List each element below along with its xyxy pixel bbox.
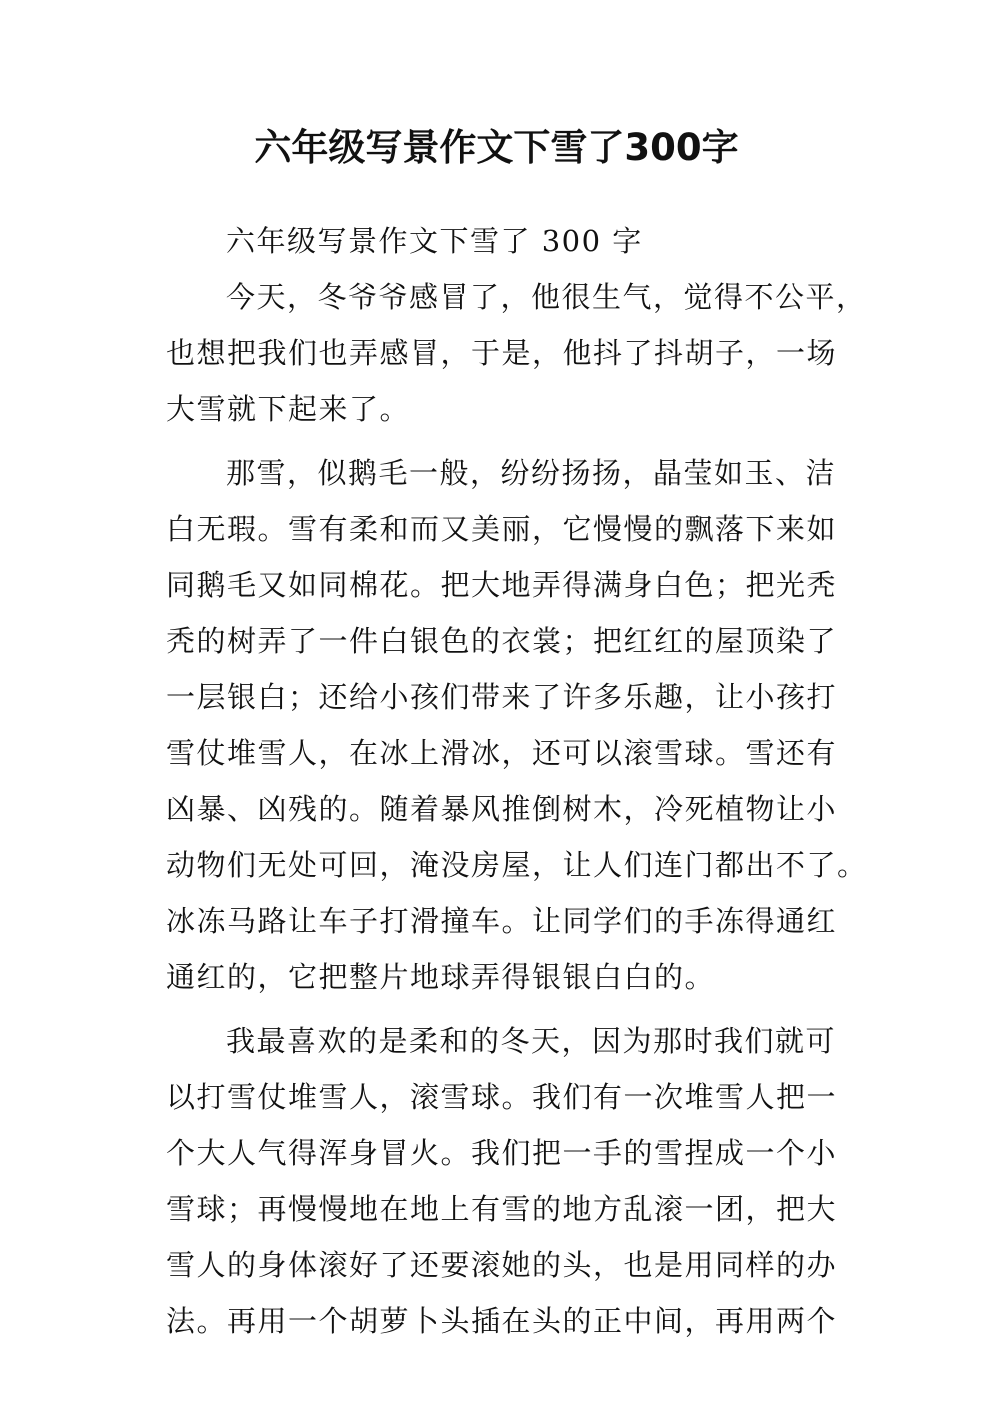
paragraph-2-line-1: 那雪，似鹅毛一般，纷纷扬扬，晶莹如玉、洁 [226,456,837,490]
paragraph-1-line-2: 也想把我们也弄感冒，于是，他抖了抖胡子，一场 [166,336,838,370]
paragraph-3-line-4: 雪球；再慢慢地在地上有雪的地方乱滚一团，把大 [166,1192,838,1226]
paragraph-3-line-6: 法。再用一个胡萝卜头插在头的正中间，再用两个 [166,1304,838,1338]
paragraph-2-line-7: 凶暴、凶残的。随着暴风推倒树木，冷死植物让小 [166,792,838,826]
document-body [166,213,868,1349]
paragraph-1-line-1: 今天，冬爷爷感冒了，他很生气，觉得不公平， [226,280,867,314]
paragraph-3-line-2: 以打雪仗堆雪人，滚雪球。我们有一次堆雪人把一 [166,1080,838,1114]
paragraph-2-line-2: 白无瑕。雪有柔和而又美丽，它慢慢的飘落下来如 [166,512,838,546]
paragraph-3-line-1: 我最喜欢的是柔和的冬天，因为那时我们就可 [226,1024,837,1058]
document-title: 六年级写景作文下雪了300字 [254,126,739,169]
paragraph-2-line-4: 秃的树弄了一件白银色的衣裳；把红红的屋顶染了 [166,624,838,658]
paragraph-3-line-3: 个大人气得浑身冒火。我们把一手的雪捏成一个小 [166,1136,838,1170]
paragraph-2-line-8: 动物们无处可回，淹没房屋，让人们连门都出不了。 [166,848,868,882]
paragraph-2-line-6: 雪仗堆雪人，在冰上滑冰，还可以滚雪球。雪还有 [166,736,838,770]
paragraph-2-line-10: 通红的，它把整片地球弄得银银白白的。 [166,960,716,994]
paragraph-2-line-9: 冰冻马路让车子打滑撞车。让同学们的手冻得通红 [166,904,838,938]
paragraph-1-line-3: 大雪就下起来了。 [166,392,411,426]
paragraph-2-line-3: 同鹅毛又如同棉花。把大地弄得满身白色；把光秃 [166,568,838,602]
subtitle-line: 六年级写景作文下雪了 300 字 [226,224,643,258]
paragraph-2-line-5: 一层银白；还给小孩们带来了许多乐趣，让小孩打 [166,680,838,714]
paragraph-3-line-5: 雪人的身体滚好了还要滚她的头，也是用同样的办 [166,1248,838,1282]
